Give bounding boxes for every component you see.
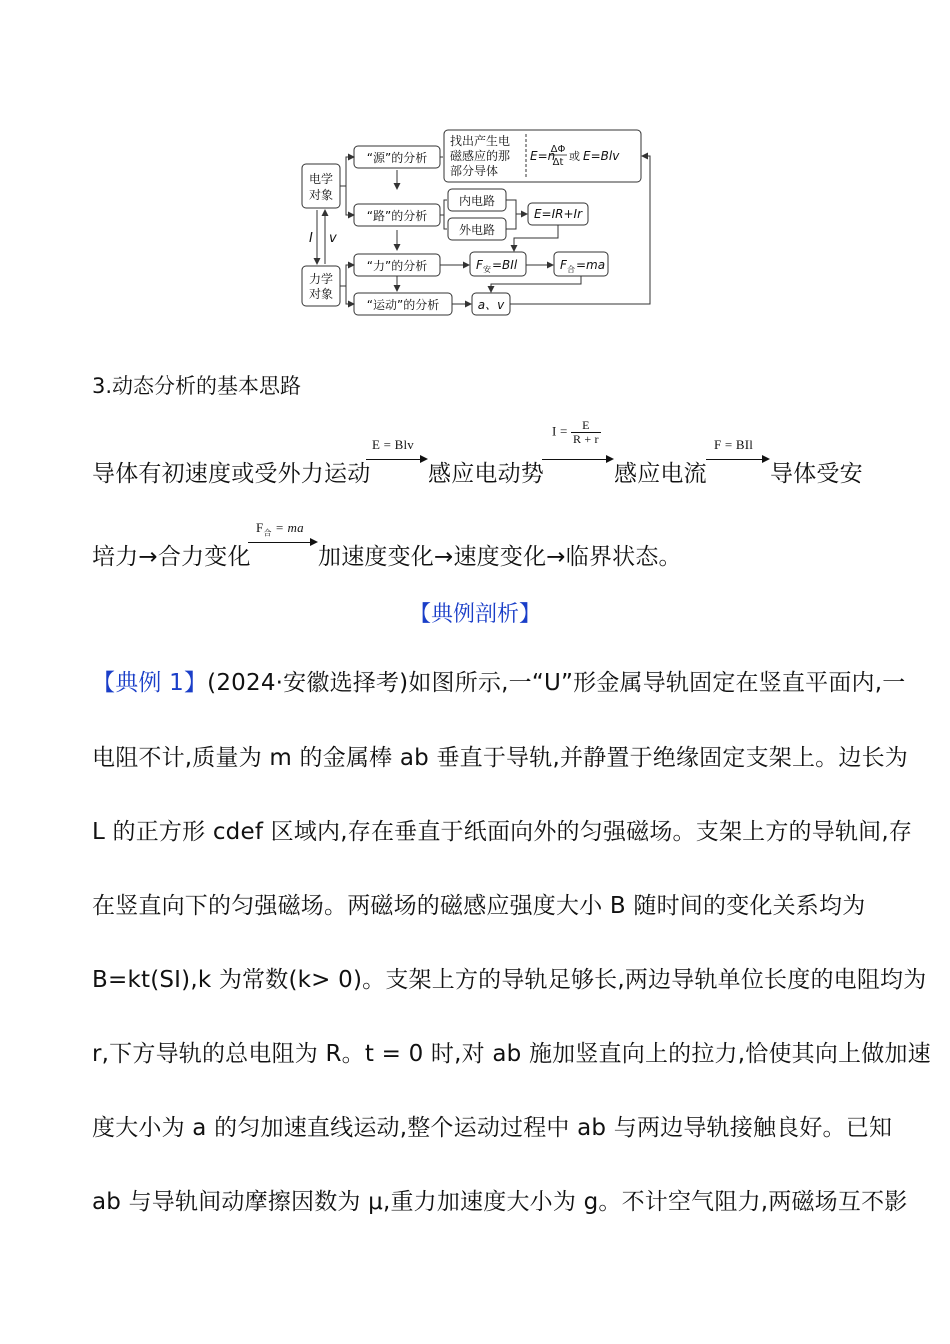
flow2-text-accel: 加速度变化→速度变化→临界状态。 [318, 544, 682, 570]
example-section-title: 【典例剖析】 [408, 602, 541, 627]
source-analysis-label: “源”的分析 [366, 151, 428, 165]
ampere-force-sub: 安 [483, 265, 491, 274]
source-detail-line1: 找出产生电 [450, 134, 511, 148]
source-formula-rhs: E=Blv [583, 149, 620, 163]
example-label: 【典例 1】 [92, 670, 208, 696]
analysis-flow-diagram [296, 126, 658, 322]
flow1-arrow2-label: I = $\frac{E}{R + r}$ [552, 418, 599, 446]
mechanical-object-line2: 对象 [308, 287, 334, 301]
flow-line-2 [92, 520, 872, 570]
ampere-force-expr: =BIl [492, 258, 518, 272]
electrical-object-line1: 电学 [308, 172, 334, 186]
example-text-line-4: 在竖直向下的匀强磁场。两磁场的磁感应强度大小 B 随时间的变化关系均为 [92, 893, 866, 919]
source-detail-line3: 部分导体 [450, 164, 499, 178]
example-text-line-2: 电阻不计,质量为 m 的金属棒 ab 垂直于导轨,并静置于绝缘固定支架上。边长为 [92, 745, 908, 771]
ampere-force-symbol: F [476, 258, 483, 272]
path-analysis-label: “路”的分析 [366, 209, 428, 223]
example-text-line-3: L 的正方形 cdef 区域内,存在垂直于纸面向外的匀强磁场。支架上方的导轨间,存 [92, 819, 913, 845]
flow1-text-current: 感应电流 [614, 461, 707, 487]
force-analysis-label: “力”的分析 [366, 259, 428, 273]
flow-line-1 [92, 418, 872, 487]
source-formula-lhs: E=n [530, 149, 556, 163]
mechanical-object-line1: 力学 [308, 272, 334, 286]
motion-analysis-label: “运动”的分析 [366, 298, 440, 312]
motion-result-label: a、v [477, 298, 505, 312]
circuit-formula-label: E=IR+Ir [533, 207, 583, 221]
source-formula-den: Δt [552, 157, 564, 168]
example-text-line-1: (2024·安徽选择考)如图所示,一“U”形金属导轨固定在竖直平面内,一 [207, 670, 906, 696]
source-formula-num: ΔΦ [550, 144, 566, 155]
flow1-text-force: 导体受安 [770, 461, 863, 487]
link-current-label: I [309, 231, 313, 246]
example-text-line-5: B=kt(SI),k 为常数(k> 0)。支架上方的导轨足够长,两边导轨单位长度的电阻均为 [92, 967, 927, 993]
link-velocity-label: v [329, 231, 337, 246]
net-force-symbol: F [560, 258, 567, 272]
electrical-object-line2: 对象 [308, 188, 334, 202]
example-text-line-7: 度大小为 a 的匀加速直线运动,整个运动过程中 ab 与两边导轨接触良好。已知 [92, 1115, 893, 1141]
example-text-line-6: r,下方导轨的总电阻为 R。t = 0 时,对 ab 施加竖直向上的拉力,恰使其向上做加速 [92, 1041, 931, 1067]
example-line-1 [92, 664, 905, 697]
flow1-arrow3-label: F = BIl [714, 437, 754, 452]
source-formula-mid: 或 [569, 150, 580, 163]
flow1-text-emf: 感应电动势 [428, 461, 544, 487]
net-force-expr: =ma [576, 258, 606, 272]
source-detail-line2: 磁感应的那 [450, 149, 511, 163]
flow2-arrow-label: $F_合$ = ma [256, 520, 304, 538]
net-force-sub: 合 [567, 265, 575, 274]
outer-circuit-label: 外电路 [458, 223, 496, 237]
flow2-text-netforce: 培力→合力变化 [92, 544, 251, 570]
inner-circuit-label: 内电路 [458, 194, 496, 208]
flow1-arrow1-label: E = Blv [372, 437, 414, 452]
example-text-line-8: ab 与导轨间动摩擦因数为 μ,重力加速度大小为 g。不计空气阻力,两磁场互不影 [92, 1189, 908, 1215]
flow1-text-motion: 导体有初速度或受外力运动 [92, 461, 371, 487]
section-heading: 3.动态分析的基本思路 [92, 374, 302, 398]
